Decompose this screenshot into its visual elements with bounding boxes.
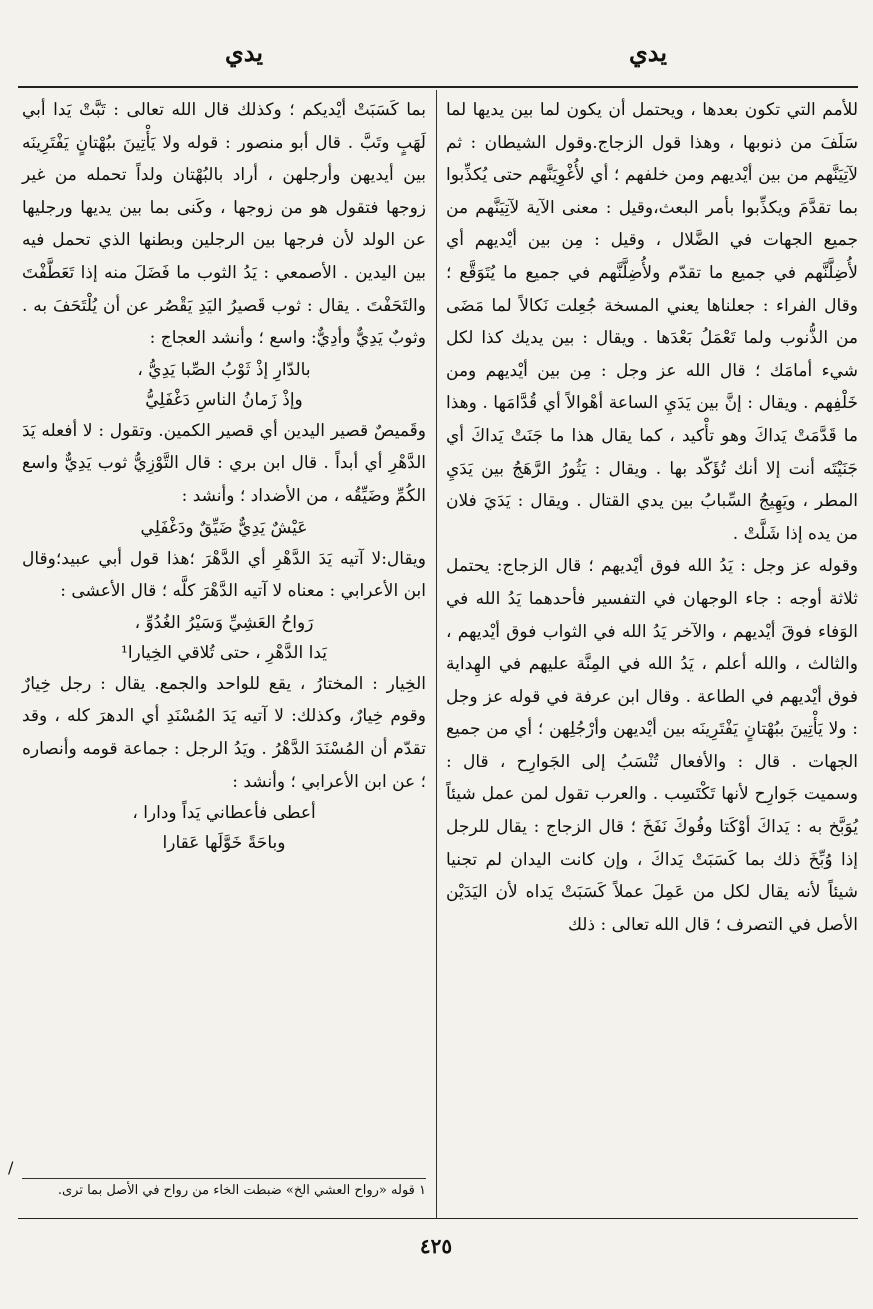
verse-line: وإذْ زَمانُ الناسِ دَغْفَلِيُّ <box>145 389 303 410</box>
verse-line: رَواحُ العَشِيِّ وَسَيْرُ الغُدُوِّ ، <box>134 612 314 633</box>
verse-line: بالدّارِ إذْ ثَوْبُ الصِّبا يَدِيُّ ، <box>137 359 311 380</box>
verse-line: وباحَةً خَوَّلَها عَقارا <box>162 833 286 854</box>
left-column <box>22 94 426 858</box>
footnote-rule <box>22 1178 426 1179</box>
paragraph: ويقال:لا آتيه يَدَ الدَّهْرِ أي الدَّهْرَ ؛هذا قول أبي عبيد؛وقال ابن الأعرابي : معناه لا آتيه الدَّهْرَ كلَّه ؛ قال الأعشى : <box>22 548 426 602</box>
verse-line: عَيْشٌ يَدِيٌّ ضَيِّقٌ ودَغْفَلِي <box>140 517 308 538</box>
column-divider <box>436 90 437 1218</box>
footer-rule <box>18 1218 858 1219</box>
verse-line: أعطى فأعطاني يَداً ودارا ، <box>132 803 316 824</box>
paragraph: بما كَسَبَتْ أيْديكم ؛ وكذلك قال الله تعالى : تَبَّتْ يَدا أبي لَهَبٍ وتَبَّ . قال أبو منصور : قوله ولا يَأْتِينَ ببُهْتانٍ يَفْتَرِينَه بين أيديهن وأرجلهن ، أراد بالبُهْتان ولداً تحمله من غير زوجها فتقول هو من زوجها ، وكَنى بما بين يديها ورجليها عن الولد لأن فرجها بين الرجلين وبطنها الذي تحمل فيه بين اليدين . الأصمعي : يَدُ الثوب ما فَضَلَ منه إذا تَعَطَّفْتَ والتَحَفْتَ . يقال : ثوب قَصيرُ اليَدِ يَقْصُر عن أن يُلْتَحَفَ به . وثوبٌ يَدِيٌّ وأدِيٌّ: واسع ؛ وأنشد العجاج : <box>22 100 426 349</box>
margin-mark: / <box>8 1158 14 1177</box>
paragraph: وقَميصٌ قصير اليدين أي قصير الكمين. وتقول : لا أفعله يَدَ الدَّهْرِ أي أبداً . قال ابن بري : قال التَّوْزِيُّ ثوب يَدِيٌّ واسع الكُمِّ وضَيِّقُه ، من الأضداد ؛ وأنشد : <box>22 420 426 506</box>
right-column <box>446 94 858 941</box>
paragraph: للأمم التي تكون بعدها ، ويحتمل أن يكون لما بين يديها لما سَلَفَ من ذنوبها ، وهذا قول الزجاج.وقول الشيطان : ثم لآتِيَنَّهم من بين أيْديهم ومن خلفهم ؛ أي لأُغْوِيَنَّهم حتى يُكذِّبوا بما تقدَّمَ ويكذِّبوا بأمر البعث،وقيل : معنى الآية لآتِيَنَّهم من جميع الجهات في الضَّلال ، وقيل : مِن بين أيْديهم أي لأُضِلَّنَّهم في جميع ما تقدّم ولأُضِلَّنَّهم في جميع ما يُتَوَقَّع ؛ وقال الفراء : جعلناها يعني المسخة جُعِلت نَكالاً لما مَضَى من الذُّنوب ولما تَعْمَلُ بَعْدَها . ويقال : بين يديك كذا لكل شيء أمامَك ؛ قال الله عز وجل : مِن بين أيْديهم ومن خَلْفِهم . ويقال : إنَّ بين يَدَيِ الساعة أهْوالاً أي قُدَّامَها . وهذا ما قَدَّمَتْ يَداكَ وهو تأْكيد ، كما يقال هذا ما جَنَتْ يَداكَ أي جَنَيْتَه أنت إلا أنك تُؤَكّد بها . ويقال : يَثُورُ الرَّهَجُ بين يَدَيِ المطر ، ويَهِيجُ السِّبابُ بين يدي القتال . ويقال : يَدَيَ فلان من يده إذا شَلَّتْ . <box>446 100 858 544</box>
verse-line: يَدا الدَّهْرِ ، حتى تُلاقي الخِيارا¹ <box>121 642 327 663</box>
running-header-left: يدي <box>224 38 264 67</box>
paragraph: وقوله عز وجل : يَدُ الله فوق أيْديهم ؛ قال الزجاج: يحتمل ثلاثة أوجه : جاء الوجهان في التفسير فأحدهما يَدُ الله في الوَفاء فوقَ أيْديهم ، والآخر يَدُ الله في الثواب فوق أيْديهم ، والثالث ، والله أعلم ، يَدُ الله في المِنَّة عليهم في الهِداية فوق أيْديهم في الطاعة . وقال ابن عرفة في قوله عز وجل : ولا يَأْتِينَ ببُهْتانٍ يَفْتَرِينَه بين أيْديهن وأرْجُلِهن ؛ أي من جميع الجهات . قال : والأفعال تُنْسَبُ إلى الجَوارِح ، قال : وسميت جَوارِح لأنها تَكْتَسِب . والعرب تقول لمن عمل شيئاً يُوَبَّخ به : يَداكَ أوْكَتا وفُوكَ نَفَخَ ؛ قال الزجاج : يقال للرجل إذا وُبِّخَ ذلك بما كَسَبَتْ يَداكَ ، وإن كانت اليدان لم تجنيا شيئاً لأنه يقال لكل من عَمِلَ عملاً كَسَبَتْ يَداه لأن اليَدَيْن الأصل في التصرف ؛ قال الله تعالى : ذلك <box>446 556 858 935</box>
running-header-right: يدي <box>628 38 668 67</box>
page-number: ٤٢٥ <box>419 1234 453 1258</box>
header-rule <box>18 86 858 88</box>
footnote: ١ قوله «رواح العشي الخ» ضبطت الخاء من رواح في الأصل بما ترى. <box>57 1183 426 1198</box>
paragraph: الخِيار : المختارُ ، يقع للواحد والجمع. يقال : رجل خِيارٌ وقوم خِيارٌ، وكذلك: لا آتيه يَدَ المُسْنَدِ أي الدهرَ كله ، وقد تقدّم أن المُسْنَدَ الدَّهْرُ . ويَدُ الرجل : جماعة قومه وأنصاره ؛ عن ابن الأعرابي ؛ وأنشد : <box>22 673 426 792</box>
